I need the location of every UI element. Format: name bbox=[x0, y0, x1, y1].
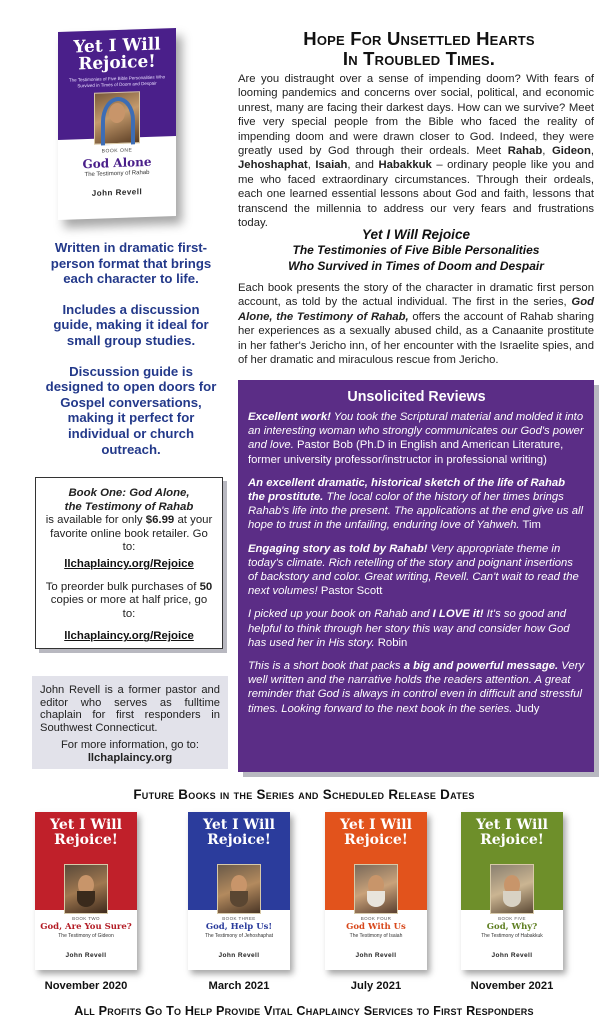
book-five-cover: Yet I Will Rejoice! BOOK FIVE God, Why? The Testimony of Habakkuk John Revell bbox=[461, 812, 563, 970]
reviews-heading: Unsolicited Reviews bbox=[347, 389, 486, 405]
availability-box bbox=[35, 477, 223, 649]
bulk-text: To preorder bulk purchases of 50 copies or more at half price, go to: bbox=[45, 580, 213, 620]
availability-price-text: is available for only $6.99 at your favorite online book retailer. Go to: bbox=[45, 514, 213, 554]
availability-book-title: Book One: God Alone, bbox=[68, 487, 190, 499]
habakkuk-portrait bbox=[490, 864, 534, 914]
book-name: God, Why? bbox=[486, 922, 538, 932]
price: $6.99 bbox=[145, 514, 175, 527]
rejoice-link[interactable]: llchaplaincy.org/Rejoice bbox=[64, 557, 194, 570]
book-three-cover: Yet I Will Rejoice! BOOK THREE God, Help Us! The Testimony of Jehoshaphat John Revell bbox=[188, 812, 290, 970]
name-jehoshaphat: Jehoshaphat bbox=[238, 159, 308, 172]
review-item: Excellent work! You took the Scriptural material and molded it into an interesting woman who strongly communicates our God's power and love. Pastor Bob (Ph.D in English and American Literature, former university professor/instructor in professional writing) bbox=[248, 411, 584, 466]
footer-tagline: All Profits Go To Help Provide Vital Chaplaincy Services to First Responders bbox=[74, 1004, 534, 1018]
cover-subtitle: The Testimonies of Five Bible Personalities Who Survived in Times of Doom and Despair bbox=[68, 74, 166, 88]
feature-blurbs bbox=[42, 240, 220, 472]
series-subtitle-line1: The Testimonies of Five Bible Personalities bbox=[292, 243, 540, 257]
book-four-cover: Yet I Will Rejoice! BOOK FOUR God With Us The Testimony of Isaiah John Revell bbox=[325, 812, 427, 970]
author-box bbox=[32, 676, 228, 769]
name-gideon: Gideon bbox=[551, 145, 591, 158]
review-item: An excellent dramatic, historical sketch of the life of Rahab the prostitute. The local color of the history of her times brings Rahab's life into the present. The applications at the end give us all hope to trust in the unfailing, enduring love of Yahweh. Tim bbox=[248, 476, 583, 532]
reviews-box bbox=[238, 380, 594, 772]
series-subtitle-line2: Who Survived in Times of Doom and Despair bbox=[288, 258, 544, 273]
chaplaincy-link[interactable]: llchaplaincy.org bbox=[87, 751, 173, 764]
reviewer-name: Pastor Bob (Ph.D in English and American Literature, former university professor/instructor in professional writing) bbox=[248, 439, 564, 466]
book-name: God, Are You Sure? bbox=[40, 922, 132, 932]
reviewer-name: Judy bbox=[512, 702, 540, 715]
isaiah-portrait bbox=[354, 864, 398, 914]
availability-book-subtitle: the Testimony of Rahab bbox=[64, 500, 194, 513]
author-bio: John Revell is a former pastor and editor who serves as fulltime chaplain for first responders in Southwest Connecticut. bbox=[40, 684, 220, 734]
gideon-portrait bbox=[64, 864, 108, 914]
review-item: Engaging story as told by Rahab! Very appropriate theme in today's climate. Rich retelling of the story and poignant insertions of backstory and color. Great writing, Revell. Can't wait to read the next volumes! Pastor Scott bbox=[248, 542, 579, 598]
series-title-block bbox=[238, 226, 594, 274]
reviewer-name: Tim bbox=[519, 519, 541, 532]
blurb-format: Written in dramatic first-person format that brings each character to life. bbox=[50, 240, 212, 287]
book-name: God With Us bbox=[346, 922, 406, 932]
book-two-cover: Yet I Will Rejoice! BOOK TWO God, Are You Sure? The Testimony of Gideon John Revell bbox=[35, 812, 137, 970]
book-name: God, Help Us! bbox=[205, 922, 273, 932]
release-date: November 2021 bbox=[470, 980, 554, 992]
cover-book-name: God Alone bbox=[82, 154, 152, 172]
intro-paragraph: Are you distraught over a sense of impending doom? With fears of looming pandemics and concerns over social, political, and economic unrest, many are facing their darkest days. How can we survive? Meet five very special people from the Bible who faced the reality of impending doom and were drawn closer to God. Indeed, they were greatly used by God through their ordeals. Meet Rahab, Gideon, Jehoshaphat, Isaiah, and Habakkuk – ordinary people like you and me who faced extraordinary circumstances. Through their ordeals, each one learned essential lessons about God and faith, lessons that transcend the millennia to address our very fears and frustrations today. bbox=[238, 73, 595, 230]
review-item: I picked up your book on Rahab and I LOVE it! It's so good and helpful to think through her story this way and consider how God has used her in His story. Robin bbox=[248, 608, 570, 649]
release-date: March 2021 bbox=[208, 980, 270, 992]
bulk-rejoice-link[interactable]: llchaplaincy.org/Rejoice bbox=[64, 630, 194, 643]
cover-book-number: BOOK ONE bbox=[101, 147, 133, 155]
cover-title bbox=[58, 36, 176, 74]
cover-title-line1: Yet I Will bbox=[73, 34, 161, 58]
name-isaiah: Isaiah bbox=[315, 159, 348, 172]
cover-tagline: The Testimony of Rahab bbox=[84, 169, 150, 179]
name-rahab: Rahab bbox=[507, 145, 543, 158]
jehoshaphat-portrait bbox=[217, 864, 261, 914]
blurb-outreach: Discussion guide is designed to open doors for Gospel conversations, making it perfect for individual or church outreach. bbox=[45, 363, 217, 457]
blurb-discussion-guide: Includes a discussion guide, making it ideal for small group studies. bbox=[53, 301, 209, 348]
headline-line2: In Troubled Times. bbox=[342, 48, 496, 69]
rahab-portrait bbox=[94, 91, 140, 145]
review-item: This is a short book that packs a big and powerful message. Very well written and the narrative holds the readers attention. A great reminder that God is always in control even in difficult and stressful times. Looking forward to the next book in the series. Judy bbox=[248, 660, 585, 715]
book-one-cover bbox=[58, 28, 176, 220]
name-habakkuk: Habakkuk bbox=[378, 159, 432, 172]
book-one-title-inline: God Alone, the Testimony of Rahab, bbox=[238, 296, 594, 323]
more-info-text: For more information, go to: bbox=[60, 739, 200, 752]
release-date: July 2021 bbox=[350, 980, 402, 992]
reviewer-name: Robin bbox=[374, 636, 408, 649]
release-date: November 2020 bbox=[44, 980, 128, 992]
series-title: Yet I Will Rejoice bbox=[361, 227, 471, 242]
page-headline bbox=[246, 29, 592, 69]
bulk-count: 50 bbox=[199, 580, 213, 593]
series-description: Each book presents the story of the character in dramatic first person account, as told by the actual individual. The first in the series, God Alone, the Testimony of Rahab, offers the account of Rahab sharing her experiences as a sexually abused child, as a Canaanite prostitute in her father's Jericho inn, of her encounter with the Israelite spies, and of her dramatic and miraculous rescue from Jericho. bbox=[238, 282, 594, 367]
cover-author: John Revell bbox=[91, 187, 143, 198]
future-books-heading: Future Books in the Series and Scheduled Release Dates bbox=[133, 787, 475, 802]
headline-line1: Hope For Unsettled Hearts bbox=[303, 28, 535, 49]
cover-title-line2: Rejoice! bbox=[78, 51, 156, 75]
reviewer-name: Pastor Scott bbox=[317, 585, 383, 598]
